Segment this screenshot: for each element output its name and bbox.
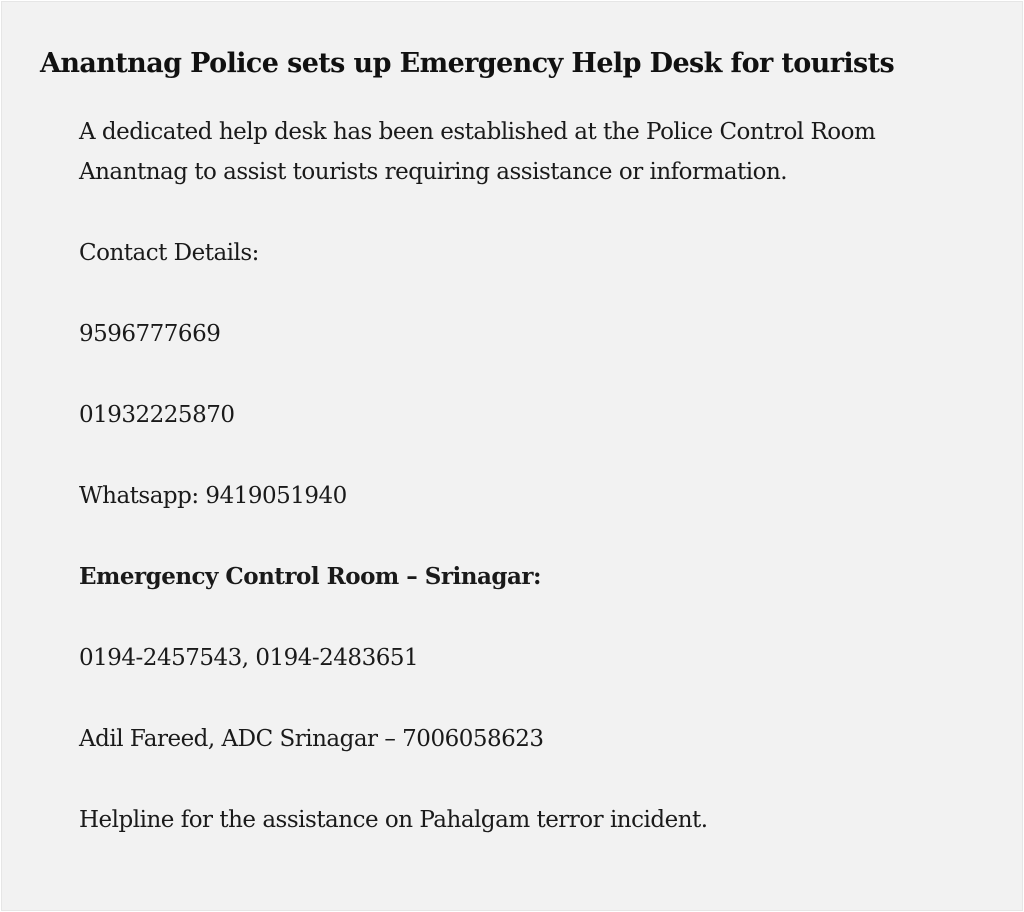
phone-number-2: 01932225870 <box>79 402 235 428</box>
article-headline: Anantnag Police sets up Emergency Help Desk for tourists <box>40 48 895 79</box>
control-room-phones: 0194-2457543, 0194-2483651 <box>79 645 419 671</box>
article-body <box>79 112 979 881</box>
adc-contact: Adil Fareed, ADC Srinagar – 7006058623 <box>79 726 544 752</box>
whatsapp-number: Whatsapp: 9419051940 <box>79 483 347 509</box>
article-panel <box>1 1 1023 911</box>
intro-paragraph: A dedicated help desk has been established at the Police Control Room Anantnag to assist tourists requiring assistance or information. <box>79 119 876 185</box>
control-room-heading: Emergency Control Room – Srinagar: <box>79 563 541 590</box>
phone-number-1: 9596777669 <box>79 321 221 347</box>
helpline-note: Helpline for the assistance on Pahalgam terror incident. <box>79 807 708 833</box>
contact-details-heading: Contact Details: <box>79 240 259 266</box>
